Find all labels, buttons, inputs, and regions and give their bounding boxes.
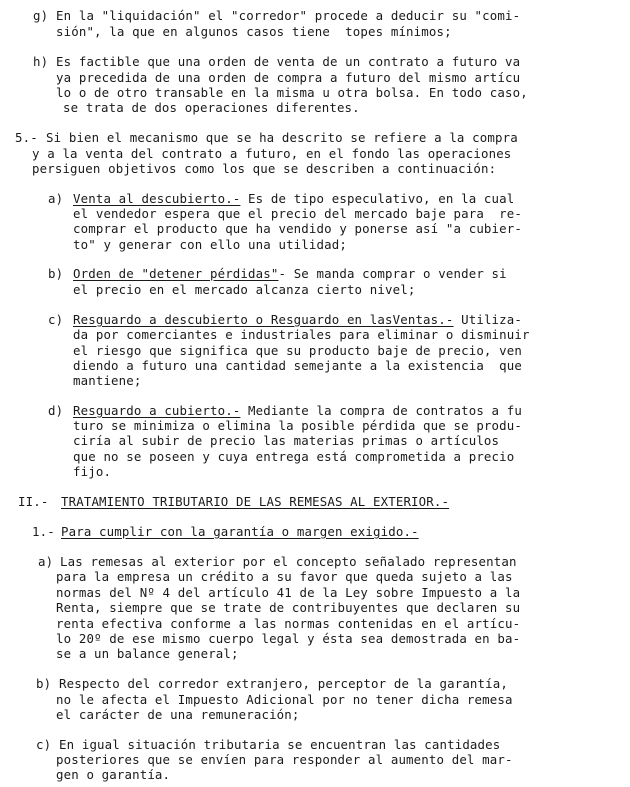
item-h-line-4: se trata de dos operaciones diferentes. xyxy=(63,100,360,115)
section-II-b-marker: b) xyxy=(36,676,52,691)
section-5-a-title: Venta al descubierto.- xyxy=(73,191,241,206)
section-5-d-line-2: turo se minimiza o elimina la posible pérdida que se produ- xyxy=(73,418,522,433)
section-5-b-line-2: el precio en el mercado alcanza cierto nivel; xyxy=(73,282,416,297)
section-II-b-line-1: Respecto del corredor extranjero, perceptor de la garantía, xyxy=(59,676,508,691)
section-5-d-line-3: ciría al subir de precio las materias primas o artículos xyxy=(73,433,500,448)
section-5-a-line-4: to" y generar con ello una utilidad; xyxy=(73,237,347,252)
section-5-d-line-1-rest: Mediante la compra de contratos a fu xyxy=(240,403,522,418)
section-II-b-line-3: el carácter de una remuneración; xyxy=(56,707,300,722)
section-II-number: II.- xyxy=(18,494,49,509)
section-II-b-line-2: no le afecta el Impuesto Adicional por no tener dicha remesa xyxy=(56,692,513,707)
section-II-1-number: 1.- xyxy=(32,524,55,539)
section-5-b-marker: b) xyxy=(48,266,64,281)
section-5-c-title: Resguardo a descubierto o Resguardo en lasVentas.- xyxy=(73,312,454,327)
section-II-c-line-2: posteriores que se envíen para responder al aumento del mar- xyxy=(56,752,513,767)
section-5-line-3: persiguen objetivos como los que se describen a continuación: xyxy=(32,161,497,176)
section-5-number: 5.- xyxy=(15,130,38,145)
section-II-1-heading: Para cumplir con la garantía o margen exigido.- xyxy=(61,524,419,539)
section-5-c-line-4: diendo a futuro una cantidad semejante a la existencia que xyxy=(73,358,522,373)
section-5-a-line-3: comprar el producto que ha vendido y ponerse así "a cubier- xyxy=(73,221,522,236)
section-5-c-line-3: el riesgo que significa que su producto baje de precio, ven xyxy=(73,343,522,358)
section-5-d-line-1 xyxy=(73,404,522,418)
section-5-a-line-1 xyxy=(73,192,514,206)
section-5-d-marker: d) xyxy=(48,403,64,418)
section-II-c-line-3: gen o garantía. xyxy=(56,767,171,782)
section-5-b-line-1-rest: - Se manda comprar o vender si xyxy=(278,266,507,281)
section-5-line-1: Si bien el mecanismo que se ha descrito se refiere a la compra xyxy=(46,130,518,145)
section-II-a-line-6: lo 20º de ese mismo cuerpo legal y ésta sea demostrada en ba- xyxy=(56,631,521,646)
section-II-a-line-4: Renta, siempre que se trate de contribuyentes que declaren su xyxy=(56,600,521,615)
section-II-a-marker: a) xyxy=(38,554,54,569)
section-II-a-line-7: se a un balance general; xyxy=(56,646,239,661)
item-g-line-2: sión", la que en algunos casos tiene topes mínimos; xyxy=(56,24,452,39)
section-5-b-line-1 xyxy=(73,267,507,281)
item-h-line-2: ya precedida de una orden de compra a futuro del mismo artícu xyxy=(56,70,521,85)
section-5-d-line-4: que no se poseen y cuya entrega está comprometida a precio xyxy=(73,449,515,464)
section-5-a-line-2: el vendedor espera que el precio del mercado baje para re- xyxy=(73,206,522,221)
section-5-line-2: y a la venta del contrato a futuro, en el fondo las operaciones xyxy=(32,146,512,161)
item-h-line-1: Es factible que una orden de venta de un contrato a futuro va xyxy=(56,54,521,69)
section-II-heading: TRATAMIENTO TRIBUTARIO DE LAS REMESAS AL EXTERIOR.- xyxy=(61,494,450,509)
section-5-b-title: Orden de "detener pérdidas" xyxy=(73,266,279,281)
section-5-a-line-1-rest: Es de tipo especulativo, en la cual xyxy=(240,191,515,206)
item-h-marker: h) xyxy=(33,54,49,69)
section-5-c-line-2: da por comerciantes e industriales para eliminar o disminuir xyxy=(73,327,530,342)
item-g-marker: g) xyxy=(33,8,49,23)
section-II-a-line-2: para la empresa un crédito a su favor que queda sujeto a las xyxy=(56,569,513,584)
section-II-a-line-5: renta efectiva conforme a las normas contenidas en el artícu- xyxy=(56,616,521,631)
section-5-c-line-5: mantiene; xyxy=(73,373,142,388)
section-II-a-line-3: normas del Nº 4 del artículo 41 de la Ley sobre Impuesto a la xyxy=(56,585,521,600)
section-5-c-line-1-rest: Utiliza- xyxy=(453,312,522,327)
section-5-d-title: Resguardo a cubierto.- xyxy=(73,403,241,418)
section-II-a-line-1: Las remesas al exterior por el concepto señalado representan xyxy=(60,554,517,569)
section-II-c-line-1: En igual situación tributaria se encuentran las cantidades xyxy=(59,737,501,752)
item-g-line-1: En la "liquidación" el "corredor" procede a deducir su "comi- xyxy=(56,8,521,23)
item-h-line-3: lo o de otro transable en la misma u otra bolsa. En todo caso, xyxy=(56,85,528,100)
section-5-c-line-1 xyxy=(73,313,522,327)
section-5-a-marker: a) xyxy=(48,191,64,206)
section-5-d-line-5: fijo. xyxy=(73,464,112,479)
section-II-c-marker: c) xyxy=(36,737,52,752)
section-5-c-marker: c) xyxy=(48,312,64,327)
